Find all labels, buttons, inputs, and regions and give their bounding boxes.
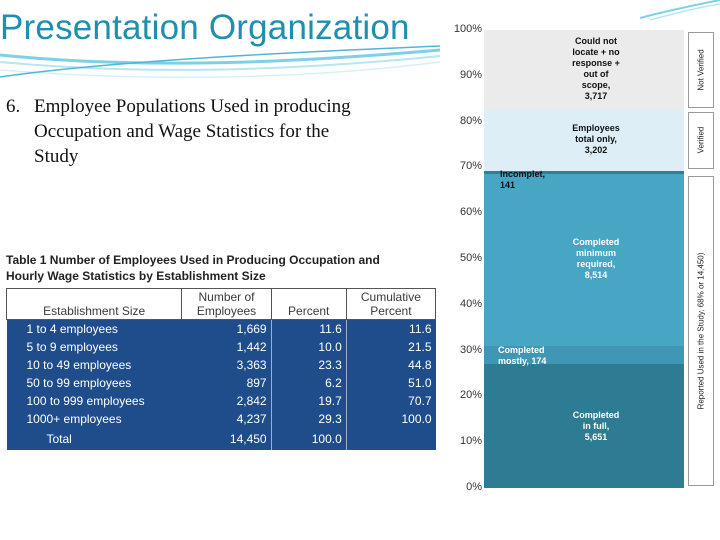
cell-percent: 11.6: [271, 320, 346, 339]
cell-percent: 29.3: [271, 410, 346, 428]
segment-data-label: Completed mostly, 174: [498, 345, 547, 367]
y-tick-label: 50%: [459, 252, 482, 264]
cell-total-percent: 100.0: [271, 428, 346, 450]
y-tick-label: 90%: [459, 68, 482, 81]
table-row: [7, 374, 436, 392]
cell-cumulative: 44.8: [346, 356, 435, 374]
header-percent: Percent: [271, 289, 346, 320]
cell-cumulative: 100.0: [346, 410, 435, 428]
cell-cumulative: 51.0: [346, 374, 435, 392]
segment-data-label: Incomplet, 141: [500, 168, 546, 190]
bullet-line-2: Occupation and Wage Statistics for the: [34, 121, 330, 142]
table-row: [7, 320, 436, 339]
y-tick-label: 80%: [459, 114, 482, 127]
table-total-row: [7, 428, 436, 450]
header-number-of-employees: Number of Employees: [182, 289, 271, 320]
cell-percent: 19.7: [271, 392, 346, 410]
y-tick-label: 70%: [459, 160, 482, 173]
cell-percent: 10.0: [271, 338, 346, 356]
header-cumulative-percent: Cumulative Percent: [346, 289, 435, 320]
y-tick-label: 40%: [459, 297, 482, 310]
y-tick-label: 0%: [466, 481, 482, 493]
table-row: [7, 392, 436, 410]
cell-number: 897: [182, 374, 271, 392]
y-tick-label: 30%: [459, 343, 482, 356]
cell-size: 10 to 49 employees: [7, 356, 182, 374]
cell-cumulative: 21.5: [346, 338, 435, 356]
slide-title: Presentation Organization: [0, 8, 410, 47]
table-title-line-1: Table 1 Number of Employees Used in Producing Occupation and: [6, 253, 380, 267]
y-tick-label: 60%: [459, 206, 482, 219]
segment-data-label: Employees total only, 3,202: [572, 123, 620, 156]
cell-number: 2,842: [182, 392, 271, 410]
segment-data-label: Completed in full, 5,651: [572, 409, 620, 442]
bullet-number: 6.: [6, 96, 21, 117]
side-label: Reported Used in the Study, 68% or 14,450): [696, 252, 706, 410]
cell-cumulative: 11.6: [346, 320, 435, 339]
side-label: Not Verified: [696, 49, 706, 91]
table-row: [7, 410, 436, 428]
cell-number: 1,669: [182, 320, 271, 339]
cell-number: 3,363: [182, 356, 271, 374]
employee-table: [6, 288, 436, 450]
cell-total-label: Total: [7, 428, 182, 450]
header-establishment-size: Establishment Size: [7, 289, 182, 320]
segment-data-label: Completed minimum required, 8,514: [572, 237, 620, 280]
cell-total-number: 14,450: [182, 428, 271, 450]
cell-size: 5 to 9 employees: [7, 338, 182, 356]
bullet-line-1: Employee Populations Used in producing: [34, 96, 351, 117]
cell-number: 4,237: [182, 410, 271, 428]
table-row: [7, 356, 436, 374]
bullet-line-3: Study: [34, 146, 79, 167]
segment-data-label: Could not locate + no response + out of scope, 3,717: [572, 35, 620, 101]
cell-percent: 23.3: [271, 356, 346, 374]
bullet-text: [6, 94, 426, 169]
cell-percent: 6.2: [271, 374, 346, 392]
y-tick-label: 20%: [459, 389, 482, 402]
y-tick-label: 10%: [459, 435, 482, 448]
table-title-line-2: Hourly Wage Statistics by Establishment Size: [6, 269, 266, 283]
y-tick-label: 100%: [453, 23, 482, 35]
cell-size: 100 to 999 employees: [7, 392, 182, 410]
table-row: [7, 338, 436, 356]
cell-total-cumulative: [346, 428, 435, 450]
cell-cumulative: 70.7: [346, 392, 435, 410]
cell-number: 1,442: [182, 338, 271, 356]
table-title: [6, 252, 426, 284]
stacked-bar-chart: [436, 18, 720, 498]
cell-size: 50 to 99 employees: [7, 374, 182, 392]
side-label: Verified: [696, 127, 706, 154]
cell-size: 1000+ employees: [7, 410, 182, 428]
cell-size: 1 to 4 employees: [7, 320, 182, 339]
